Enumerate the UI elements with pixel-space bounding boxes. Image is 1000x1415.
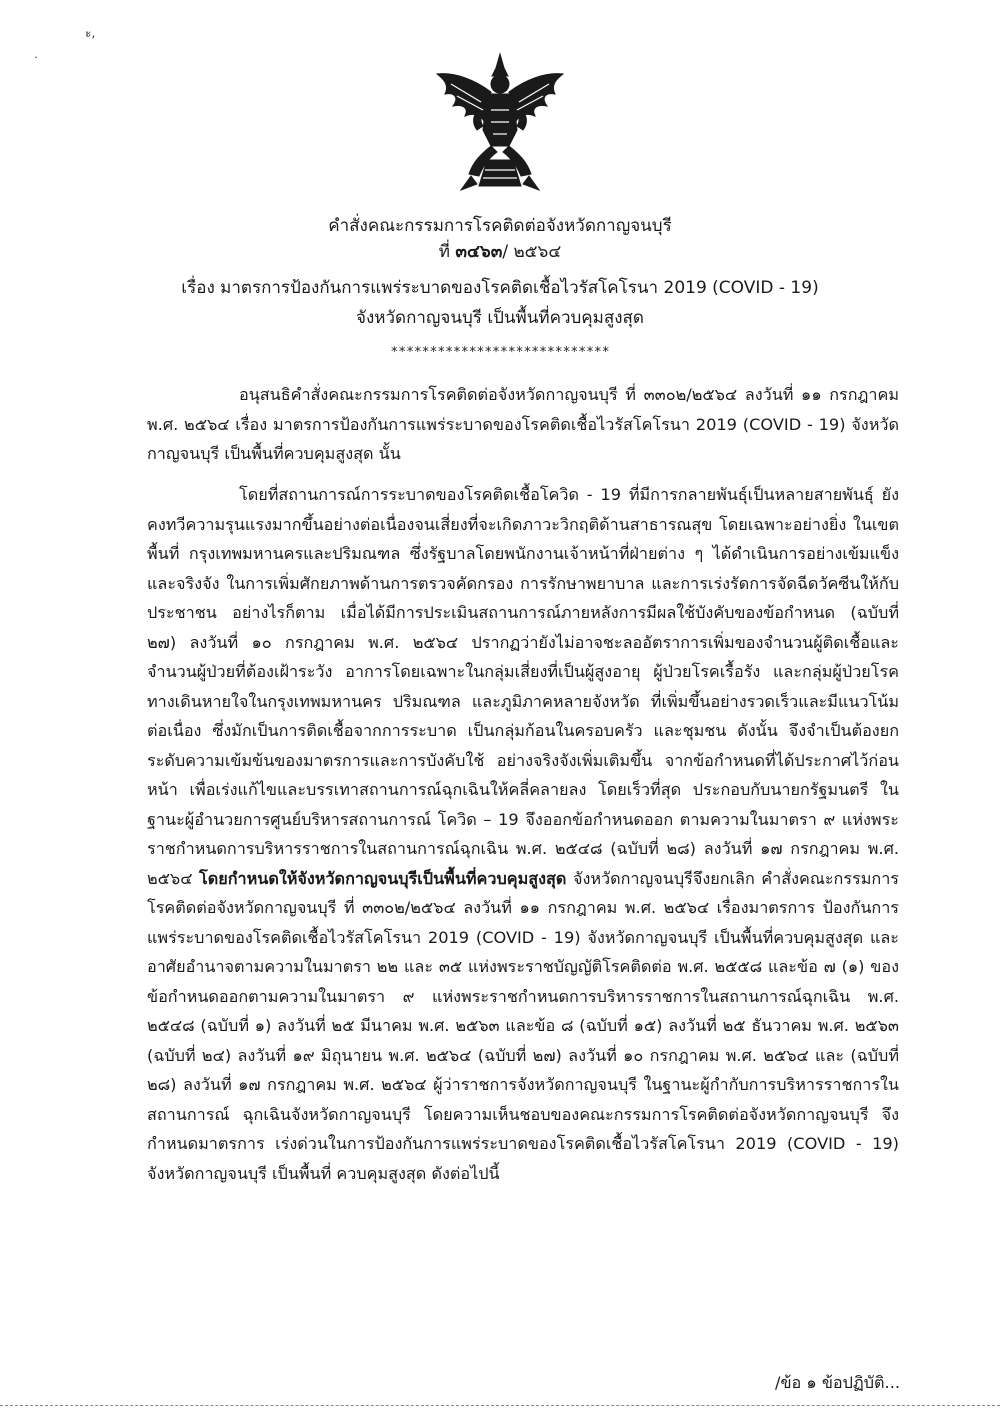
garuda-emblem-icon	[425, 50, 575, 200]
scan-edge-line	[0, 1405, 1000, 1407]
order-number-year: / ๒๕๖๔	[502, 242, 562, 262]
paragraph-main-part1: โดยที่สถานการณ์การระบาดของโรคติดเชื้อโควิด - 19 ที่มีการกลายพันธุ์เป็นหลายสายพันธุ์ ยังคงทวีความรุนแรงมากขึ้นอย่างต่อเนื่องจนเสี่ยงที่จะเกิดภาวะวิกฤติด้านสาธารณสุข โดยเฉพาะอย่างยิ่ง ในเขตพื้นที่ กรุงเทพมหานครและปริมณฑล ซึ่งรัฐบาลโดยพนักงานเจ้าหน้าที่ฝ่ายต่าง ๆ ได้ดำเนินการอย่างเข้มแข็งและจริงจัง ในการเพิ่มศักยภาพด้านการตรวจคัดกรอง การรักษาพยาบาล และการเร่งรัดการจัดฉีดวัคซีนให้กับประชาชน อย่างไรก็ตาม เมื่อได้มีการประเมินสถานการณ์ภายหลังการมีผลใช้บังคับของข้อกำหนด (ฉบับที่ ๒๗) ลงวันที่ ๑๐ กรกฎาคม พ.ศ. ๒๕๖๔ ปรากฏว่ายังไม่อาจชะลออัตราการเพิ่มของจำนวนผู้ติดเชื้อและจำนวนผู้ป่วยที่ต้องเฝ้าระวัง อาการโดยเฉพาะในกลุ่มเสี่ยงที่เป็นผู้สูงอายุ ผู้ป่วยโรคเรื้อรัง และกลุ่มผู้ป่วยโรคทางเดินหายใจในกรุงเทพมหานคร ปริมณฑล และภูมิภาคหลายจังหวัด ที่เพิ่มขึ้นอย่างรวดเร็วและมีแนวโน้มต่อเนื่อง ซึ่งมักเป็นการติดเชื้อจากการระบาด เป็นกลุ่มก้อนในครอบครัว และชุมชน ดังนั้น จึงจำเป็นต้องยกระดับความเข้มข้นของมาตรการและการบังคับใช้ อย่างจริงจังเพิ่มเติมขึ้น จากข้อกำหนดที่ได้ประกาศไว้ก่อนหน้า เพื่อเร่งแก้ไขและบรรเทาสถานการณ์ฉุกเฉินให้คลี่คลายลง โดยเร็วที่สุด ประกอบกับนายกรัฐมนตรี ในฐานะผู้อำนวยการศูนย์บริหารสถานการณ์ โควิด – 19 จึงออกข้อกำหนดออก ตามความในมาตรา ๙ แห่งพระราชกำหนดการบริหารราชการในสถานการณ์ฉุกเฉิน พ.ศ. ๒๕๔๘ (ฉบับที่ ๒๘) ลงวันที่ ๑๗ กรกฎาคม พ.ศ. ๒๕๖๔	[147, 485, 899, 888]
paragraph-main-part2: จังหวัดกาญจนบุรีจึงยกเลิก คำสั่งคณะกรรมการโรคติดต่อจังหวัดกาญจนบุรี ที่ ๓๓๐๒/๒๕๖๔ ลงวันที่ ๑๑ กรกฎาคม พ.ศ. ๒๕๖๔ เรื่องมาตรการ ป้องกันการแพร่ระบาดของโรคติดเชื้อไวรัสโคโรนา 2019 (COVID - 19) จังหวัดกาญจนบุรี เป็นพื้นที่ควบคุมสูงสุด และอาศัยอำนาจตามความในมาตรา ๒๒ และ ๓๕ แห่งพระราชบัญญัติโรคติดต่อ พ.ศ. ๒๕๕๘ และข้อ ๗ (๑) ของข้อกำหนดออกตามความในมาตรา ๙ แห่งพระราชกำหนดการบริหารราชการในสถานการณ์ฉุกเฉิน พ.ศ. ๒๕๔๘ (ฉบับที่ ๑) ลงวันที่ ๒๕ มีนาคม พ.ศ. ๒๕๖๓ และข้อ ๘ (ฉบับที่ ๑๕) ลงวันที่ ๒๕ ธันวาคม พ.ศ. ๒๕๖๓ (ฉบับที่ ๒๔) ลงวันที่ ๑๙ มิถุนายน พ.ศ. ๒๕๖๔ (ฉบับที่ ๒๗) ลงวันที่ ๑๐ กรกฎาคม พ.ศ. ๒๕๖๔ และ (ฉบับที่ ๒๘) ลงวันที่ ๑๗ กรกฎาคม พ.ศ. ๒๕๖๔ ผู้ว่าราชการจังหวัดกาญจนบุรี ในฐานะผู้กำกับการบริหารราชการในสถานการณ์ ฉุกเฉินจังหวัดกาญจนบุรี โดยความเห็นชอบของคณะกรรมการโรคติดต่อจังหวัดกาญจนบุรี จึงกำหนดมาตรการ เร่งด่วนในการป้องกันการแพร่ระบาดของโรคติดเชื้อไวรัสโคโรนา 2019 (COVID - 19) จังหวัดกาญจนบุรี เป็นพื้นที่ ควบคุมสูงสุด ดังต่อไปนี้	[147, 868, 899, 1183]
paragraph-reference: อนุสนธิคำสั่งคณะกรรมการโรคติดต่อจังหวัดกาญจนบุรี ที่ ๓๓๐๒/๒๕๖๔ ลงวันที่ ๑๑ กรกฎาคม พ.ศ. ๒๕๖๔ เรื่อง มาตรการป้องกันการแพร่ระบาดของโรคติดเชื้อไวรัสโคโรนา 2019 (COVID - 19) จังหวัดกาญจนบุรี เป็นพื้นที่ควบคุมสูงสุด นั้น	[147, 385, 899, 463]
order-number-value: ๓๔๖๓	[455, 242, 503, 262]
separator-stars: ****************************	[390, 345, 610, 360]
continuation-note: /ข้อ ๑ ข้อปฏิบัติ...	[775, 1373, 900, 1392]
paragraph-main	[147, 480, 899, 1188]
order-number	[0, 240, 1000, 264]
order-subject-line2: จังหวัดกาญจนบุรี เป็นพื้นที่ควบคุมสูงสุด	[356, 308, 644, 328]
scan-speck: ะ,	[85, 26, 96, 40]
scan-speck: ˙	[33, 55, 39, 69]
order-subject-line1: เรื่อง มาตรการป้องกันการแพร่ระบาดของโรคติดเชื้อไวรัสโคโรนา 2019 (COVID - 19)	[181, 278, 819, 298]
order-number-prefix: ที่	[438, 242, 451, 262]
paragraph-main-bold: โดยกำหนดให้จังหวัดกาญจนบุรีเป็นพื้นที่ควบคุมสูงสุด	[199, 868, 567, 888]
order-title: คำสั่งคณะกรรมการโรคติดต่อจังหวัดกาญจนบุรี	[328, 216, 672, 236]
